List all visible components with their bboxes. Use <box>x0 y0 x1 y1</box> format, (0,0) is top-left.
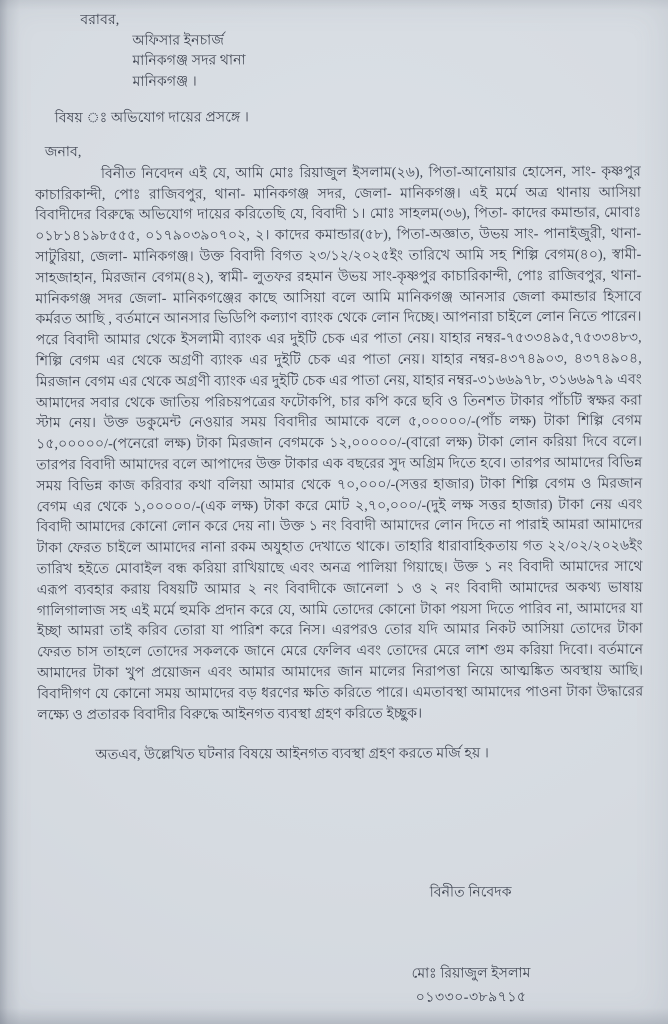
addressee-line-officer: অফিসার ইনচার্জ <box>132 33 224 49</box>
body-paragraph: বিনীত নিবেদন এই যে, আমি মোঃ রিয়াজুল ইসলাম(২৬), পিতা-আনোয়ার হোসেন, সাং- কৃষ্ণপুর কাচারিকান্দী, পোঃ রাজিবপুর, থানা- মানিকগঞ্জ সদর, জেলা- মানিকগঞ্জ। এই মর্মে অত্র থানায় আসিয়া বিবাদীদের বিরুদ্ধে অভিযোগ দায়ের করিতেছি যে, বিবাদী ১। মোঃ সাহলম(৩৬), পিতা- কাদের কমান্ডার, মোবাঃ ০১৮১৪১৯৮৫৫৫, ০১৭৯০৩৯০৭০২, ২। কাদের কমান্ডার(৫৮), পিতা-অজ্ঞাত, উভয় সাং- পানাইজুরী, থানা- সাটুরিয়া, জেলা- মানিকগঞ্জ। উক্ত বিবাদী বিগত ২৩/১২/২০২৫ইং তারিখে আমি সহ শিল্পি বেগম(৪০), স্বামী- সাহজাহান, মিরজান বেগম(৪২), স্বামী- লুতফর রহমান উভয় সাং-কৃষ্ণপুর কাচারিকান্দী, পোঃ রাজিবপুর, থানা- মানিকগঞ্জ সদর জেলা- মানিকগঞ্জের কাছে আসিয়া বলে আমি মানিকগঞ্জ আনসার জেলা কমান্ডার হিসাবে কর্মরত আছি , বর্তমানে আনসার ভিডিপি কল্যাণ ব্যাংক থেকে লোন দিচ্ছে। আপনারা চাইলে লোন নিতে পারেন। পরে বিবাদী আমার থেকে ইসলামী ব্যাংক এর দুইটি চেক এর পাতা নেয়। যাহার নম্বর-৭৫৩৩৪৯৫,৭৫৩৩৪৮৩, শিল্পি বেগম এর থেকে অগ্রণী ব্যাংক এর দুইটি চেক এর পাতা নেয়। যাহার নম্বর-৪৩৭৪৯০৩, ৪৩৭৪৯০৪, মিরজান বেগম এর থেকে অগ্রণী ব্যাংক এর দুইটি চেক এর পাতা নেয়, যাহার নম্বর-৩১৬৬৯৭৮, ৩১৬৬৯৭৯ এবং আমাদের সবার থেকে জাতিয় পরিচয়পত্রের ফটোকপি, চার কপি করে ছবি ও তিনশত টাকার পাঁচটি স্বক্ষর করা স্টাম নেয়। উক্ত ডকুমেন্ট নেওয়ার সময় বিবাদীর আমাকে বলে ৫,০০০০০/-(পাঁচ লক্ষ) টাকা শিল্পি বেগম ১৫,০০০০০/-(পনেরো লক্ষ) টাকা মিরজান বেগমকে ১২,০০০০০/-(বারো লক্ষ) টাকা লোন করিয়া দিবে বলে। তারপর বিবাদী আমাদের বলে আপাদের উক্ত টাকার এক বছরের সুদ অগ্রিম দিতে হবে। তারপর আমাদের বিভিন্ন সময় বিভিন্ন কাজ করিবার কথা বলিয়া আমার থেকে ৭০,০০০/-(সত্তর হাজার) টাকা শিল্পি বেগম ও মিরজান বেগম এর থেকে ১,০০০০০/-(এক লক্ষ) টাকা করে মোট ২,৭০,০০০/-(দুই লক্ষ সত্তর হাজার) টাকা নেয় এবং বিবাদী আমাদের কোনো লোন করে দেয় না। উক্ত ১ নং বিবাদী আমাদের লোন দিতে না পারাই আমরা আমাদের টাকা ফেরত চাইলে আমাদের নানা রকম অযুহাত দেখাতে থাকে। তাহারি ধারাবাহিকতায় গত ২২/০২/২০২৬ইং তারিখ হইতে মোবাইল বন্ধ করিয়া রাখিয়াছে এবং অনত্র পালিয়া গিয়াছে। উক্ত ১ নং বিবাদী আমাদের সাথে এরূপ ব্যবহার করায় বিষয়টি আমার ২ নং বিবাদীকে জানেলা ১ ও ২ নং বিবাদী আমাদের অকথ্য ভাষায় গালিগালাজ সহ এই মর্মে হুমকি প্রদান করে যে, আমি তোদের কোনো টাকা পয়সা দিতে পারিব না, আমাদের যা ইচ্ছা আমরা তাই করিব তোরা যা পারিশ করে নিস। এরপরও তোর যদি আমার নিকট আসিয়া তোদের টাকা ফেরত চাস তাহলে তোদের সকলকে জানে মেরে ফেলিব এবং তোদের মেরে লাশ গুম করিয়া দিবো। বর্তমানে আমাদের টাকা খুপ প্রয়োজন এবং আমার আমাদের জান মালের নিরাপত্তা নিয়ে আত্মঙ্কিত অবস্থায় আছি। বিবাদীগণ যে কোনো সময় আমাদের বড় ধরণের ক্ষতি করিতে পারে। এমতাবস্থা আমাদের পাওনা টাকা উদ্ধারের লক্ষ্যে ও প্রতারক বিবাদীর বিরুদ্ধে আইনগত ব্যবস্থা গ্রহণ করিতে ইচ্ছুক। <box>35 164 644 723</box>
address-block <box>34 9 640 94</box>
addressee-line-thana: মানিকগঞ্জ সদর থানা <box>132 53 246 70</box>
signature-label: বিনীত নিবেদক <box>429 885 512 901</box>
closing-line: অতএব, উল্লেখিত ঘটনার বিষয়ে আইনগত ব্যবস্থা গ্রহণ করতে মর্জি হয় । <box>95 746 490 764</box>
signer-name: মোঃ রিয়াজুল ইসলাম <box>411 965 531 982</box>
to-label: বরাবর, <box>80 12 120 29</box>
addressee-lines <box>132 29 640 93</box>
salutation: জনাব, <box>44 145 82 161</box>
signature-block <box>411 883 530 1009</box>
addressee-line-district: মানিকগঞ্জ । <box>132 74 197 90</box>
signer-phone: ০১৩৩০-৩৮৯৭১৫ <box>415 989 527 1006</box>
subject-line: বিষয় ঃ অভিযোগ দায়ের প্রসঙ্গে । <box>54 110 249 127</box>
